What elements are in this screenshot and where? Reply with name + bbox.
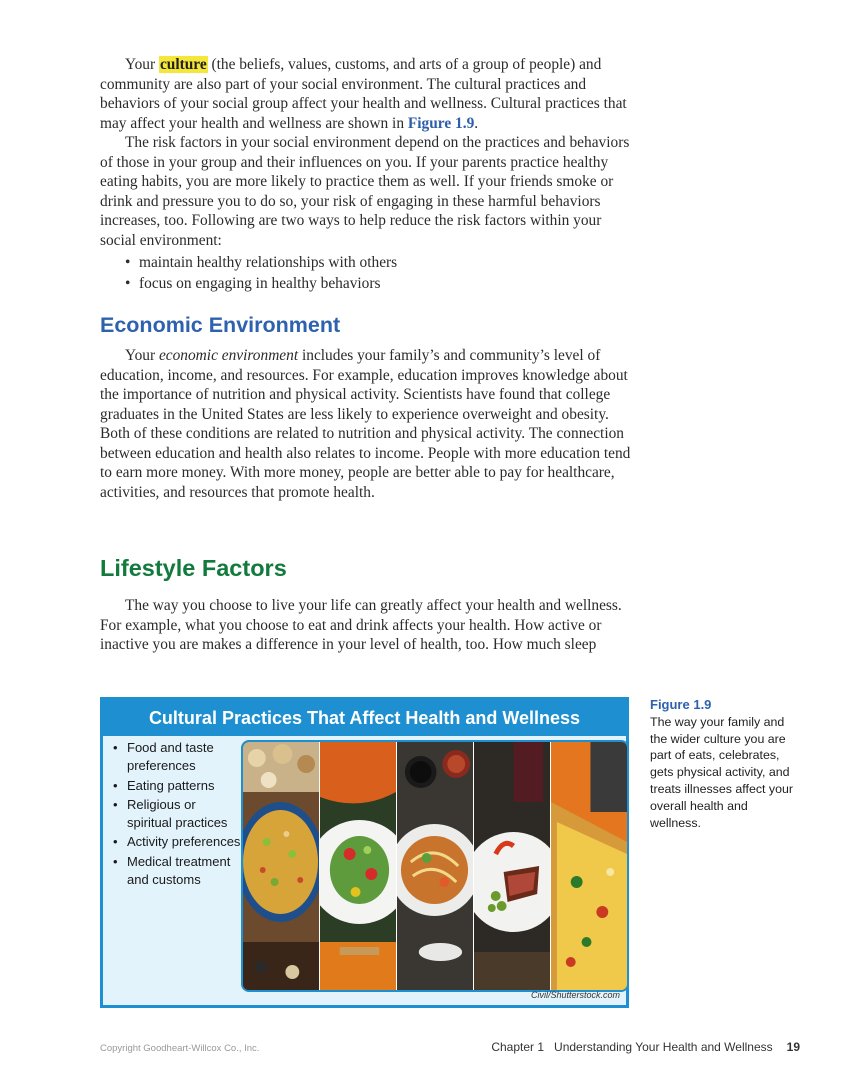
list-item: • focus on engaging in healthy behaviors [125, 273, 632, 294]
figure-label: Figure 1.9 [650, 697, 712, 712]
page-footer [491, 1040, 800, 1054]
chapter-number: Chapter 1 [491, 1040, 545, 1054]
figure-caption-text: The way your family and the wider culture you are part of eats, celebrates, gets physical activity, and treats illnesses affect your overall health and wellness. [650, 714, 794, 830]
economic-environment-text [100, 346, 632, 502]
economic-paragraph: Your economic environment includes your family’s and community’s level of education, income, and resources. For example, education improves knowledge about the importance of nutrition and physical activity. Scientists have found that college graduates in the United States are less likely to experience overweight and obesity. Both of these conditions are related to nutrition and physical activity. The connection between education and health also relates to income. People with more education tend to earn more money. With more money, people are better able to pay for healthcare, activities, and resources that promote health. [100, 347, 631, 501]
lifestyle-factors-text [100, 596, 632, 655]
list-item: • Food and taste preferences [111, 739, 243, 776]
culture-paragraph: Your culture (the beliefs, values, customs, and arts of a group of people) and community are also part of your social environment. The cultural practices and behaviors of your social group affect your health and wellness. Cultural practices that may affect your health and wellness are shown in Figure 1.9. [100, 56, 627, 132]
cultural-practices-list [111, 739, 243, 890]
risk-factors-paragraph: The risk factors in your social environment depend on the practices and behaviors of those in your group and their influences on you. If your parents practice healthy eating habits, you are more likely to practice them as well. If your friends smoke or drink and pressure you to do so, your risk of engaging in these harmful behaviors increases, too. Following are two ways to help reduce the risk factors within your social environment: [100, 134, 630, 249]
figure-box-title: Cultural Practices That Affect Health and Wellness [103, 700, 626, 736]
lifestyle-paragraph: The way you choose to live your life can greatly affect your health and wellness. For example, what you choose to eat and drink affects your health. How active or inactive you are makes a difference in your level of health, too. How much sleep [100, 597, 622, 653]
figure-box [100, 697, 629, 1008]
list-item: • Medical treatment and customs [111, 853, 243, 890]
culture-keyword: culture [159, 56, 207, 73]
noodle-bowl-photo [396, 742, 473, 990]
steak-plate-photo [473, 742, 550, 990]
figure-caption [650, 697, 800, 831]
rice-dish-photo [243, 742, 319, 990]
list-item: • Activity preferences [111, 833, 243, 851]
figure-reference-link[interactable]: Figure 1.9 [407, 114, 475, 132]
chapter-title: Understanding Your Health and Wellness [554, 1040, 773, 1054]
page-number: 19 [786, 1040, 800, 1054]
list-item: • Eating patterns [111, 777, 243, 795]
quiche-photo [550, 742, 627, 990]
photo-credit: Civil/Shutterstock.com [530, 990, 620, 1000]
food-photo-collage [241, 740, 629, 992]
copyright-notice: Copyright Goodheart-Willcox Co., Inc. [100, 1043, 260, 1054]
economic-environment-term: economic environment [158, 347, 299, 364]
lifestyle-factors-heading: Lifestyle Factors [100, 555, 287, 581]
list-item: • Religious or spiritual practices [111, 796, 243, 833]
economic-environment-heading: Economic Environment [100, 313, 341, 337]
risk-reduction-list [100, 252, 632, 294]
social-environment-text [100, 55, 632, 294]
salad-plate-photo [319, 742, 396, 990]
list-item: • maintain healthy relationships with others [125, 252, 632, 273]
